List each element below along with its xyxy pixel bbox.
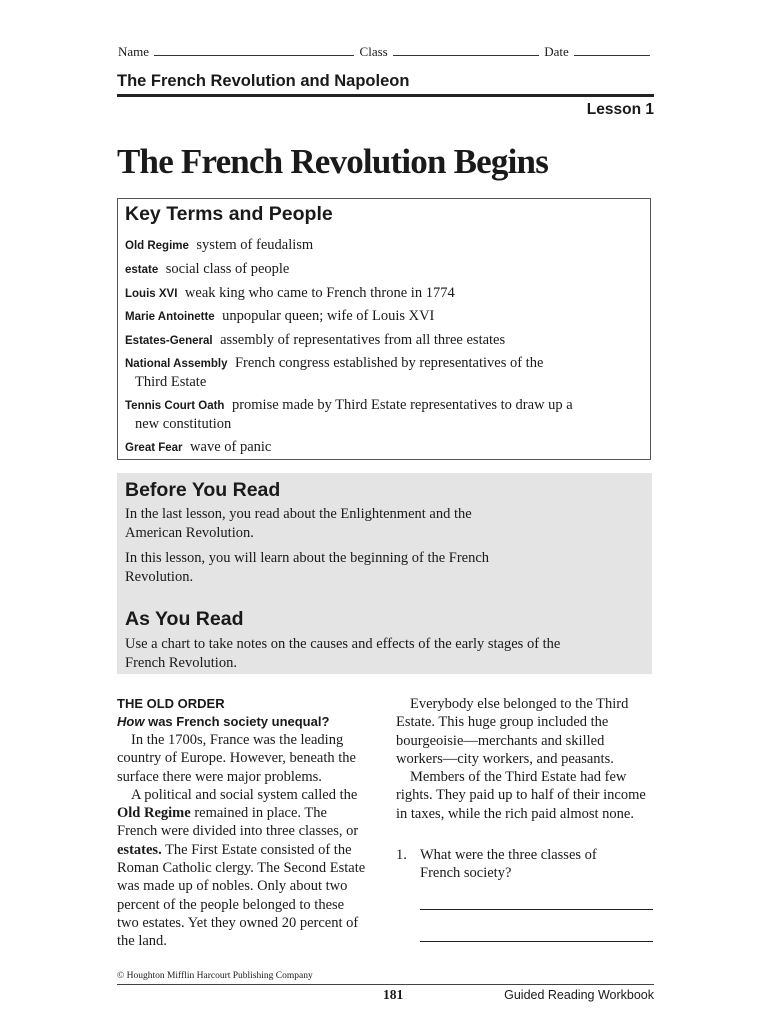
question-emphasis: How [117, 714, 145, 729]
right-column [396, 695, 654, 823]
as-you-read-p1: Use a chart to take notes on the causes and effects of the early stages of the French Revolution. [125, 636, 561, 671]
term-definition: weak king who came to French throne in 1774 [184, 285, 455, 301]
answer-line-2[interactable] [420, 941, 653, 942]
before-you-read-heading: Before You Read [125, 479, 281, 501]
term-definition: assembly of representatives from all three estates [220, 332, 506, 348]
term-estates-bold: estates. [117, 841, 162, 858]
key-terms-box [117, 198, 651, 460]
term-louis-xvi [125, 284, 625, 303]
term-name: Louis XVI [125, 288, 178, 300]
term-definition: system of feudalism [196, 237, 314, 253]
name-blank[interactable] [154, 45, 354, 56]
copyright-text: © Houghton Mifflin Harcourt Publishing Company [117, 971, 313, 981]
term-national-assembly [125, 354, 625, 391]
page-number: 181 [383, 987, 404, 1002]
term-definition: promise made by Third Estate representatives to draw up a [231, 397, 573, 413]
as-you-read-heading: As You Read [125, 608, 244, 630]
workbook-title: Guided Reading Workbook [504, 988, 654, 1002]
date-label: Date [544, 44, 569, 59]
term-name: National Assembly [125, 358, 228, 370]
term-tennis-court-oath [125, 396, 625, 433]
unit-title: The French Revolution and Napoleon [117, 72, 410, 90]
term-estate [125, 260, 625, 279]
paragraph-3: Everybody else belonged to the Third Estate. This huge group included the bourgeoisie—merchants and skilled workers—city workers, and peasants. [396, 696, 629, 767]
paragraph-2 [117, 786, 369, 951]
left-column [117, 695, 369, 951]
header-rule [117, 94, 654, 97]
paragraph-1: In the 1700s, France was the leading country of Europe. However, beneath the surface there were major problems. [117, 732, 356, 785]
term-name: Tennis Court Oath [125, 400, 225, 412]
term-definition: wave of panic [190, 439, 272, 455]
term-old-regime [125, 236, 625, 255]
term-great-fear [125, 438, 625, 457]
text-run: A political and social system called the [131, 786, 358, 803]
before-you-read-p2: In this lesson, you will learn about the beginning of the French Revolution. [125, 550, 490, 585]
text-run: The First Estate consisted of the Roman Catholic clergy. The Second Estate was made up of nobles. Only about two percent of the people belonged to these two estates. Yet they owned 20 percent of the land. [117, 841, 366, 950]
question-number: 1. [396, 847, 407, 863]
name-label: Name [118, 44, 150, 59]
key-terms-heading: Key Terms and People [125, 203, 333, 225]
text-run: remained in place. The French were divided into three classes, or [117, 805, 359, 840]
question-prompt: What were the three classes of French society? [420, 847, 597, 882]
term-definition: social class of people [165, 261, 290, 277]
class-label: Class [359, 44, 388, 59]
page-title: The French Revolution Begins [117, 142, 549, 181]
term-definition-continued: Third Estate [135, 374, 207, 390]
term-marie-antoinette [125, 307, 625, 326]
reading-guide-box [117, 473, 652, 674]
date-blank[interactable] [574, 45, 650, 56]
term-name: estate [125, 264, 159, 276]
student-info-line [118, 44, 654, 60]
section-question [117, 713, 369, 731]
term-definition: French congress established by representatives of the [234, 355, 544, 371]
term-definition: unpopular queen; wife of Louis XVI [222, 308, 435, 324]
footer-rule [117, 984, 654, 985]
term-definition-continued: new constitution [135, 416, 232, 432]
term-estates-general [125, 331, 625, 350]
term-name: Great Fear [125, 442, 183, 454]
before-you-read-p1: In the last lesson, you read about the Enlightenment and the American Revolution. [125, 506, 472, 541]
section-heading: THE OLD ORDER [117, 696, 225, 711]
paragraph-4: Members of the Third Estate had few rights. They paid up to half of their income in taxes, while the rich paid almost none. [396, 769, 646, 822]
term-name: Marie Antoinette [125, 311, 215, 323]
answer-line-1[interactable] [420, 909, 653, 910]
term-name: Estates-General [125, 335, 213, 347]
term-old-regime-bold: Old Regime [117, 805, 191, 822]
question-text: was French society unequal? [148, 714, 330, 729]
class-blank[interactable] [393, 45, 539, 56]
lesson-label: Lesson 1 [586, 101, 654, 118]
term-name: Old Regime [125, 240, 189, 252]
